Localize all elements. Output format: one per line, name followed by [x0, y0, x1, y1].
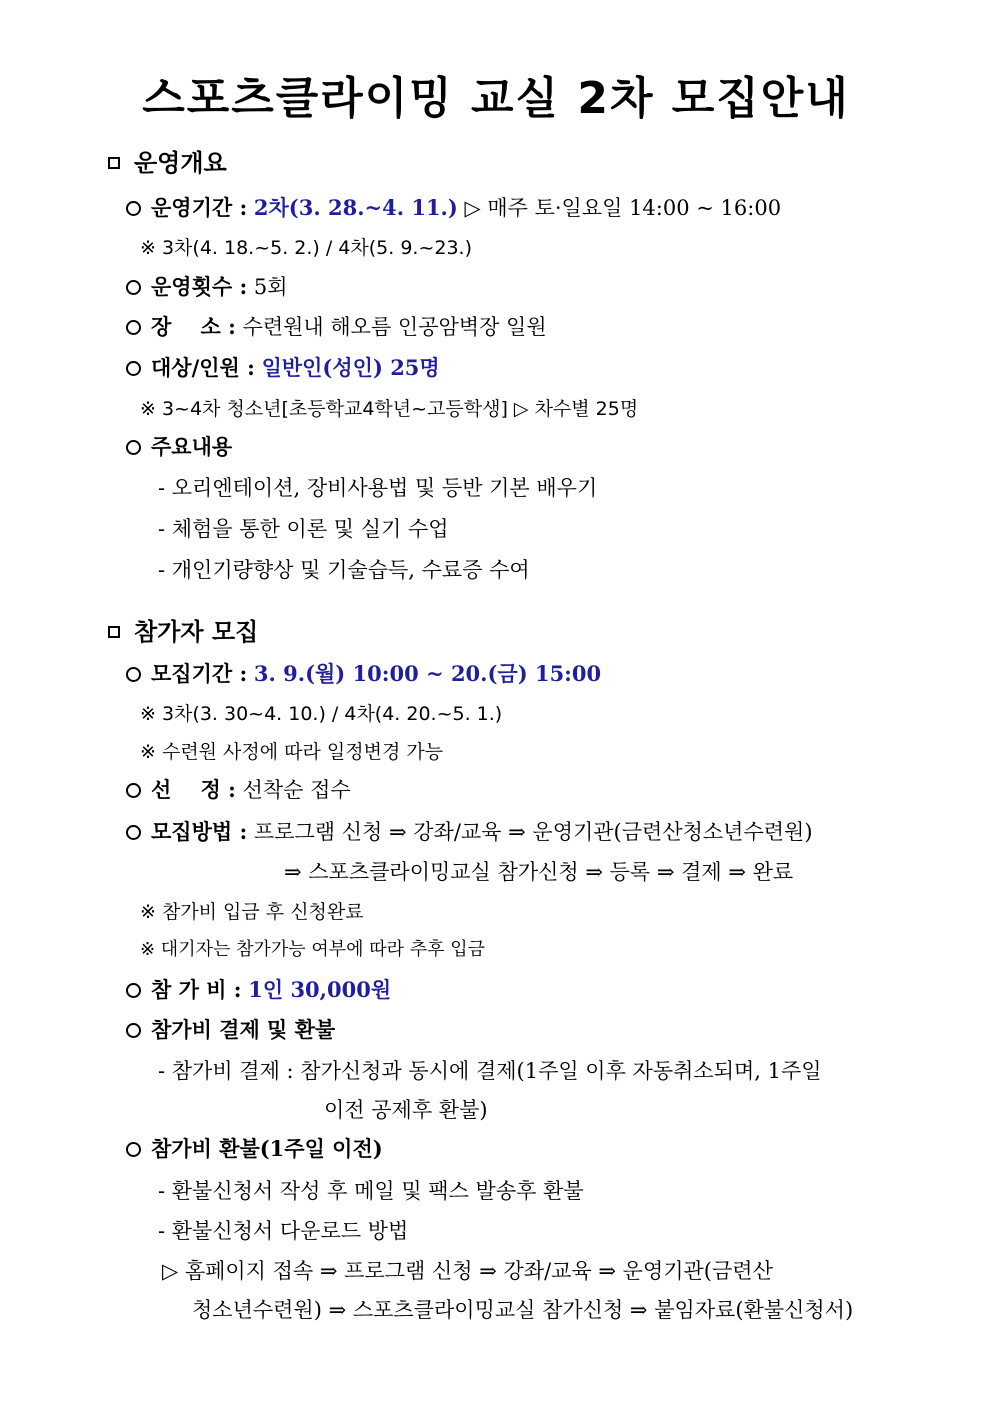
- circle-bullet-icon: [126, 201, 141, 216]
- method-note: ※ 참가비 입금 후 신청완료: [140, 901, 364, 923]
- payment-refund-row: 참가비 결제 및 환불: [126, 1015, 335, 1045]
- square-bullet-icon: [108, 626, 120, 638]
- content-item: - 체험을 통한 이론 및 실기 수업: [158, 517, 449, 541]
- circle-bullet-icon: [126, 1023, 141, 1038]
- circle-bullet-icon: [126, 667, 141, 682]
- method-row-continued: ⇒ 스포츠클라이밍교실 참가신청 ⇒ 등록 ⇒ 결제 ⇒ 완료: [284, 860, 794, 884]
- refund-row: 참가비 환불(1주일 이전): [126, 1134, 383, 1164]
- refund-download-steps-continued: 청소년수련원) ⇒ 스포츠클라이밍교실 참가신청 ⇒ 붙임자료(환불신청서): [192, 1298, 854, 1322]
- method-row: 모집방법 : 프로그램 신청 ⇒ 강좌/교육 ⇒ 운영기관(금련산청소년수련원): [126, 817, 813, 847]
- circle-bullet-icon: [126, 983, 141, 998]
- section-recruit-heading: 참가자 모집: [108, 617, 258, 647]
- recruit-period-row: 모집기간 : 3. 9.(월) 10:00 ~ 20.(금) 15:00: [126, 659, 601, 689]
- payment-item-continued: 이전 공제후 환불): [324, 1098, 488, 1122]
- operation-count-row: 운영횟수 : 5회: [126, 272, 288, 302]
- operation-period-note: ※ 3차(4. 18.~5. 2.) / 4차(5. 9.~23.): [140, 237, 473, 259]
- content-item: - 오리엔테이션, 장비사용법 및 등반 기본 배우기: [158, 476, 598, 500]
- circle-bullet-icon: [126, 361, 141, 376]
- operation-period-row: 운영기간 : 2차(3. 28.~4. 11.) ▷ 매주 토·일요일 14:00 ~ 16:00: [126, 193, 781, 223]
- square-bullet-icon: [108, 157, 120, 169]
- page-title: 스포츠클라이밍 교실 2차 모집안내: [142, 73, 850, 124]
- circle-bullet-icon: [126, 320, 141, 335]
- recruit-change-note: ※ 수련원 사정에 따라 일정변경 가능: [140, 741, 444, 763]
- content-item: - 개인기량향상 및 기술습득, 수료증 수여: [158, 558, 530, 582]
- refund-download-steps: ▷ 홈페이지 접속 ⇒ 프로그램 신청 ⇒ 강좌/교육 ⇒ 운영기관(금련산: [162, 1259, 773, 1283]
- circle-bullet-icon: [126, 825, 141, 840]
- section-operation-heading: 운영개요: [108, 148, 227, 178]
- operation-content-row: 주요내용: [126, 432, 232, 462]
- recruit-period-note: ※ 3차(3. 30~4. 10.) / 4차(4. 20.~5. 1.): [140, 703, 503, 725]
- circle-bullet-icon: [126, 280, 141, 295]
- operation-target-row: 대상/인원 : 일반인(성인) 25명: [126, 353, 440, 383]
- operation-target-note: ※ 3~4차 청소년[초등학교4학년~고등학생] ▷ 차수별 25명: [140, 398, 639, 420]
- fee-row: 참 가 비 : 1인 30,000원: [126, 975, 391, 1005]
- select-row: 선 정 : 선착순 접수: [126, 775, 351, 805]
- refund-item: - 환불신청서 작성 후 메일 및 팩스 발송후 환불: [158, 1179, 584, 1203]
- circle-bullet-icon: [126, 440, 141, 455]
- payment-item: - 참가비 결제 : 참가신청과 동시에 결제(1주일 이후 자동취소되며, 1주일: [158, 1059, 822, 1083]
- operation-place-row: 장 소 : 수련원내 해오름 인공암벽장 일원: [126, 312, 547, 342]
- method-waitlist-note: ※ 대기자는 참가가능 여부에 따라 추후 입금: [140, 939, 486, 960]
- circle-bullet-icon: [126, 783, 141, 798]
- circle-bullet-icon: [126, 1142, 141, 1157]
- refund-item: - 환불신청서 다운로드 방법: [158, 1219, 409, 1243]
